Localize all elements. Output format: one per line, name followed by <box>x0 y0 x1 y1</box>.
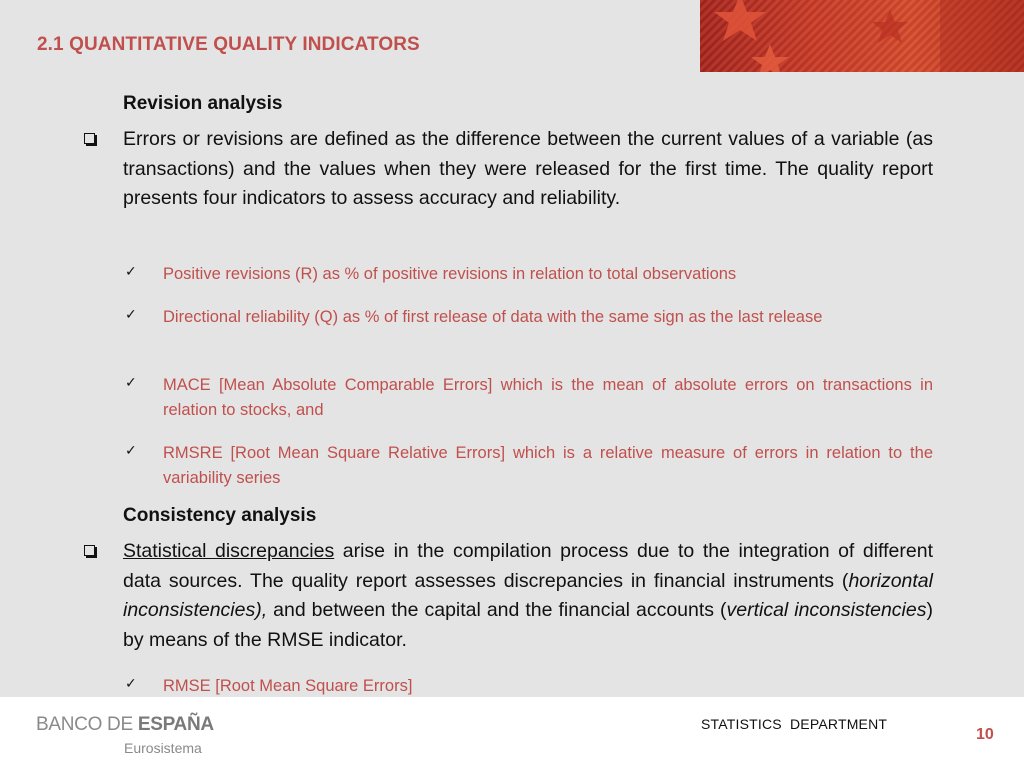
decorative-banner <box>700 0 1024 72</box>
revision-item: Positive revisions (R) as % of positive revisions in relation to total observations <box>163 265 737 283</box>
checkmark-icon: ✓ <box>125 443 137 459</box>
logo-subtitle: Eurosistema <box>124 740 202 756</box>
star-icon <box>714 0 766 41</box>
department-label: STATISTICS DEPARTMENT <box>701 716 888 732</box>
checkmark-icon: ✓ <box>125 676 137 692</box>
consistency-heading: Consistency analysis <box>123 505 317 526</box>
star-icon <box>872 10 908 43</box>
revision-heading: Revision analysis <box>123 93 283 114</box>
checkmark-icon: ✓ <box>125 375 137 391</box>
checkmark-icon: ✓ <box>125 264 137 280</box>
banco-de-espana-logo: BANCO DE ESPAÑA <box>36 714 214 735</box>
square-bullet-icon <box>84 133 95 144</box>
statistical-discrepancies-term: Statistical discrepancies <box>123 540 335 562</box>
slide-title: 2.1 QUANTITATIVE QUALITY INDICATORS <box>37 34 420 55</box>
page-number: 10 <box>976 726 994 743</box>
star-icon <box>751 44 789 72</box>
revision-item: MACE [Mean Absolute Comparable Errors] which is the mean of absolute errors on transactions in relation to stocks, and <box>163 376 933 419</box>
revision-paragraph: Errors or revisions are defined as the difference between the current values of a variable (as transactions) and the values when they were released for the first time. The quality report presents four indicators to assess accuracy and reliability. <box>123 128 933 209</box>
revision-item: RMSRE [Root Mean Square Relative Errors] which is a relative measure of errors in relation to the variability series <box>163 444 933 487</box>
consistency-paragraph: Statistical discrepancies arise in the compilation process due to the integration of different data sources. The quality report assesses discrepancies in financial instruments (horizontal inconsistencies), and between the capital and the financial accounts (vertical inconsistencies) by means of the RMSE indicator. <box>123 540 933 651</box>
revision-item: Directional reliability (Q) as % of first release of data with the same sign as the last release <box>163 308 823 326</box>
checkmark-icon: ✓ <box>125 307 137 323</box>
consistency-item: RMSE [Root Mean Square Errors] <box>163 677 413 695</box>
square-bullet-icon <box>84 545 95 556</box>
